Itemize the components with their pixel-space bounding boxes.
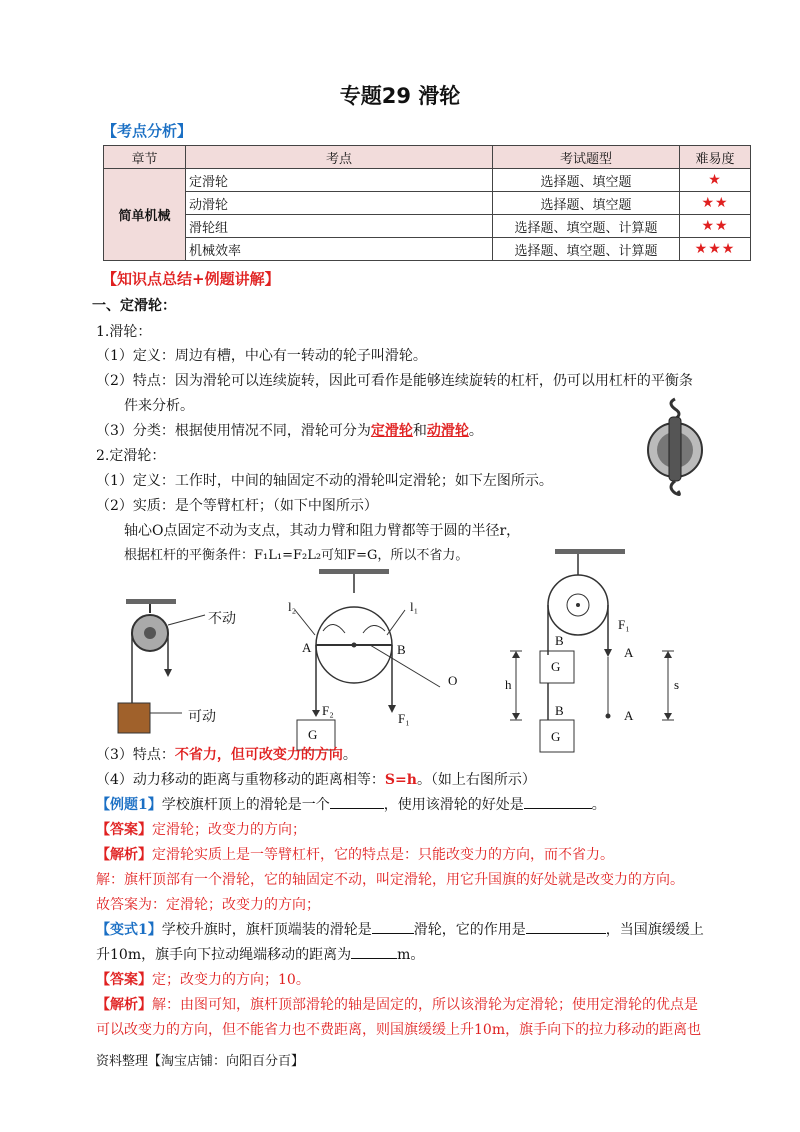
topic-cell: 机械效率 <box>186 238 493 261</box>
highlight-text: S=h <box>384 772 417 788</box>
variant-tag: 【变式1】 <box>96 922 162 938</box>
header-difficulty: 难易度 <box>680 146 751 169</box>
section-heading: 一、定滑轮： <box>92 298 176 314</box>
table-row <box>104 215 751 238</box>
difficulty-stars: ★ <box>680 169 751 192</box>
text: 学校旗杆顶上的滑轮是一个 <box>161 797 330 813</box>
final-answer: 故答案为：定滑轮；改变力的方向； <box>96 897 320 913</box>
blank-line <box>524 794 592 809</box>
answer-tag: 【答案】 <box>96 972 152 988</box>
paragraph: 件来分析。 <box>124 398 194 414</box>
label-fixed: 不动 <box>208 612 236 627</box>
analysis-tag: 【解析】 <box>96 997 152 1013</box>
text: 。 <box>468 423 483 439</box>
text: （3）分类：根据使用情况不同，滑轮可分为 <box>96 423 371 439</box>
analysis-heading: 【考点分析】 <box>102 122 193 140</box>
highlight-text: 不省力，但可改变力的方向 <box>174 747 343 763</box>
label-g-bottom: G <box>551 729 561 744</box>
summary-heading: 【知识点总结+例题讲解】 <box>102 270 280 288</box>
label-f1-right: F₁ <box>618 617 630 632</box>
label-a-top: A <box>624 645 634 660</box>
label-l2: l₂ <box>288 599 297 614</box>
topic-cell: 动滑轮 <box>186 192 493 215</box>
types-cell: 选择题、填空题、计算题 <box>493 238 680 261</box>
label-f1: F₁ <box>398 711 410 726</box>
label-h: h <box>505 677 512 692</box>
label-b: B <box>397 642 406 657</box>
text: 。（如上右图所示） <box>416 772 536 788</box>
answer-line <box>96 819 306 839</box>
text: 。 <box>591 797 606 813</box>
label-a-bottom: A <box>624 708 634 723</box>
blank-line <box>526 919 606 934</box>
footer: 资料整理【淘宝店铺：向阳百分百】 <box>96 1054 305 1069</box>
label-movable: 可动 <box>188 710 216 725</box>
label-b-top: B <box>555 633 564 648</box>
example-question <box>96 794 606 814</box>
paragraph <box>96 420 483 440</box>
label-g: G <box>308 727 318 742</box>
text: （4）动力移动的距离与重物移动的距离相等： <box>96 772 385 788</box>
text: 升10m，旗手向下拉动绳端移动的距离为 <box>96 947 352 963</box>
text: 学校升旗时，旗杆顶端装的滑轮是 <box>161 922 372 938</box>
paragraph: 根据杠杆的平衡条件：F₁L₁=F₂L₂可知F=G，所以不省力。 <box>124 548 469 563</box>
text: ，当国旗缓缓上 <box>605 922 704 938</box>
table-row <box>104 192 751 215</box>
blank-line <box>372 919 414 934</box>
pulley-photo <box>640 395 710 500</box>
difficulty-stars: ★★ <box>680 215 751 238</box>
chapter-cell: 简单机械 <box>104 169 186 261</box>
blank-line <box>330 794 384 809</box>
solution-line: 解：旗杆顶部有一个滑轮，它的轴固定不动，叫定滑轮，用它升国旗的好处就是改变力的方向。 <box>96 872 684 888</box>
text: 定；改变力的方向；10。 <box>152 972 310 988</box>
header-types: 考试题型 <box>493 146 680 169</box>
answer-movable-pulley: 动滑轮 <box>426 423 469 439</box>
difficulty-stars: ★★ <box>680 192 751 215</box>
blank-line <box>351 944 397 959</box>
header-chapter: 章节 <box>104 146 186 169</box>
answer-tag: 【答案】 <box>96 822 152 838</box>
label-o: O <box>448 673 458 688</box>
variant-question <box>96 919 704 939</box>
table-header-row <box>104 146 751 169</box>
text: （3）特点： <box>96 747 175 763</box>
paragraph <box>96 769 536 789</box>
paragraph: 轴心O点固定不动为支点，其动力臂和阻力臂都等于圆的半径r， <box>124 523 521 539</box>
analysis-line <box>96 994 698 1014</box>
text: m。 <box>397 947 425 963</box>
paragraph: （1）定义：工作时，中间的轴固定不动的滑轮叫定滑轮；如下左图所示。 <box>96 473 553 489</box>
label-g-top: G <box>551 659 561 674</box>
table-row <box>104 238 751 261</box>
answer-line <box>96 969 310 989</box>
text: 和 <box>412 423 427 439</box>
paragraph: （1）定义：周边有槽，中心有一转动的轮子叫滑轮。 <box>96 348 427 364</box>
table-row <box>104 169 751 192</box>
topic-cell: 滑轮组 <box>186 215 493 238</box>
text: 解：由图可知，旗杆顶部滑轮的轴是固定的，所以该滑轮为定滑轮；使用定滑轮的优点是 <box>152 997 698 1013</box>
answer-fixed-pulley: 定滑轮 <box>370 423 413 439</box>
analysis-line <box>96 844 614 864</box>
lever-figure <box>275 565 475 755</box>
difficulty-stars: ★★★ <box>680 238 751 261</box>
label-a: A <box>302 640 312 655</box>
page-title: 专题29 滑轮 <box>339 84 461 108</box>
analysis-tag: 【解析】 <box>96 847 152 863</box>
text: ，使用该滑轮的好处是 <box>383 797 524 813</box>
label-l1: l₁ <box>410 599 419 614</box>
text: 。 <box>342 747 357 763</box>
types-cell: 选择题、填空题 <box>493 169 680 192</box>
distance-figure <box>500 545 700 760</box>
text: 定滑轮；改变力的方向； <box>152 822 306 838</box>
variant-question-cont <box>96 944 424 964</box>
topic-cell: 定滑轮 <box>186 169 493 192</box>
paragraph: 1.滑轮： <box>96 324 152 340</box>
text: 定滑轮实质上是一等臂杠杆，它的特点是：只能改变力的方向，而不省力。 <box>152 847 614 863</box>
analysis-line-cont: 可以改变力的方向，但不能省力也不费距离，则国旗缓缓上升10m，旗手向下的拉力移动的距离也 <box>96 1022 702 1038</box>
paragraph: 2.定滑轮： <box>96 448 166 464</box>
example-tag: 【例题1】 <box>96 797 162 813</box>
paragraph <box>96 744 357 764</box>
label-b-bottom: B <box>555 703 564 718</box>
types-cell: 选择题、填空题、计算题 <box>493 215 680 238</box>
text: 滑轮，它的作用是 <box>413 922 526 938</box>
types-cell: 选择题、填空题 <box>493 192 680 215</box>
header-topic: 考点 <box>186 146 493 169</box>
paragraph: （2）实质：是个等臂杠杆；（如下中图所示） <box>96 498 378 514</box>
label-f2: F₂ <box>322 703 334 718</box>
paragraph: （2）特点：因为滑轮可以连续旋转，因此可看作是能够连续旋转的杠杆，仍可以用杠杆的平衡条 <box>96 373 693 389</box>
topic-table <box>103 145 751 261</box>
label-s: s <box>674 677 680 692</box>
